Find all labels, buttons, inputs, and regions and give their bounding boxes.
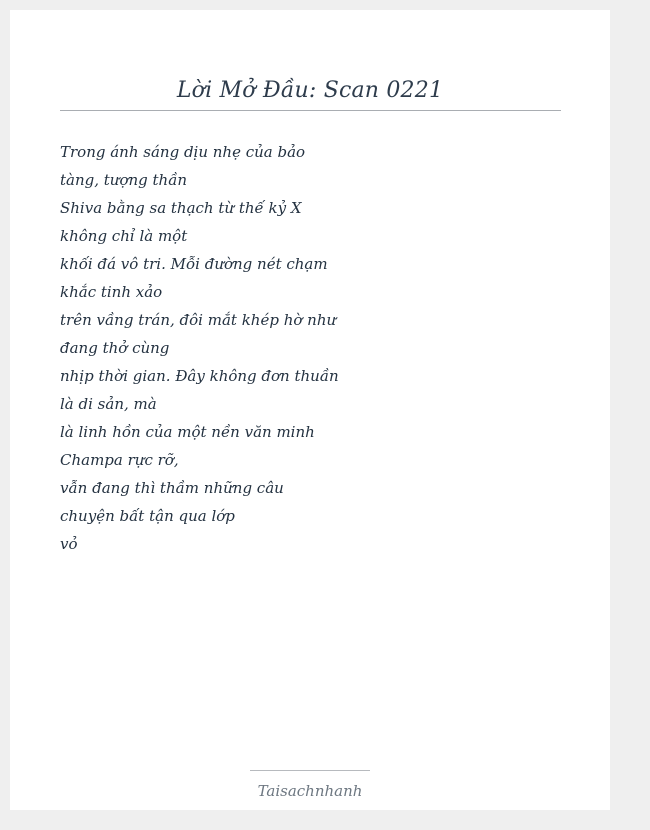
body-line: Shiva bằng sa thạch từ thế kỷ X không chỉ là một xyxy=(60,199,302,245)
footer-divider xyxy=(250,770,370,771)
document-page xyxy=(10,10,610,810)
body-text xyxy=(60,138,340,558)
title-divider xyxy=(60,110,561,111)
body-line: khối đá vô tri. Mỗi đường nét chạm khắc tinh xảo xyxy=(60,255,328,301)
body-line: vỏ xyxy=(60,535,78,553)
body-line: là linh hồn của một nền văn minh Champa rực rỡ, xyxy=(60,423,315,469)
footer-brand: Taisachnhanh xyxy=(257,782,363,800)
body-line: trên vầng trán, đôi mắt khép hờ như đang thở cùng xyxy=(60,311,337,357)
body-line: vẫn đang thì thầm những câu chuyện bất tận qua lớp xyxy=(60,479,284,525)
page-title: Lời Mở Đầu: Scan 0221 xyxy=(176,78,444,103)
body-line: Trong ánh sáng dịu nhẹ của bảo tàng, tượng thần xyxy=(60,143,306,189)
body-line: nhịp thời gian. Đây không đơn thuần là di sản, mà xyxy=(60,367,339,413)
